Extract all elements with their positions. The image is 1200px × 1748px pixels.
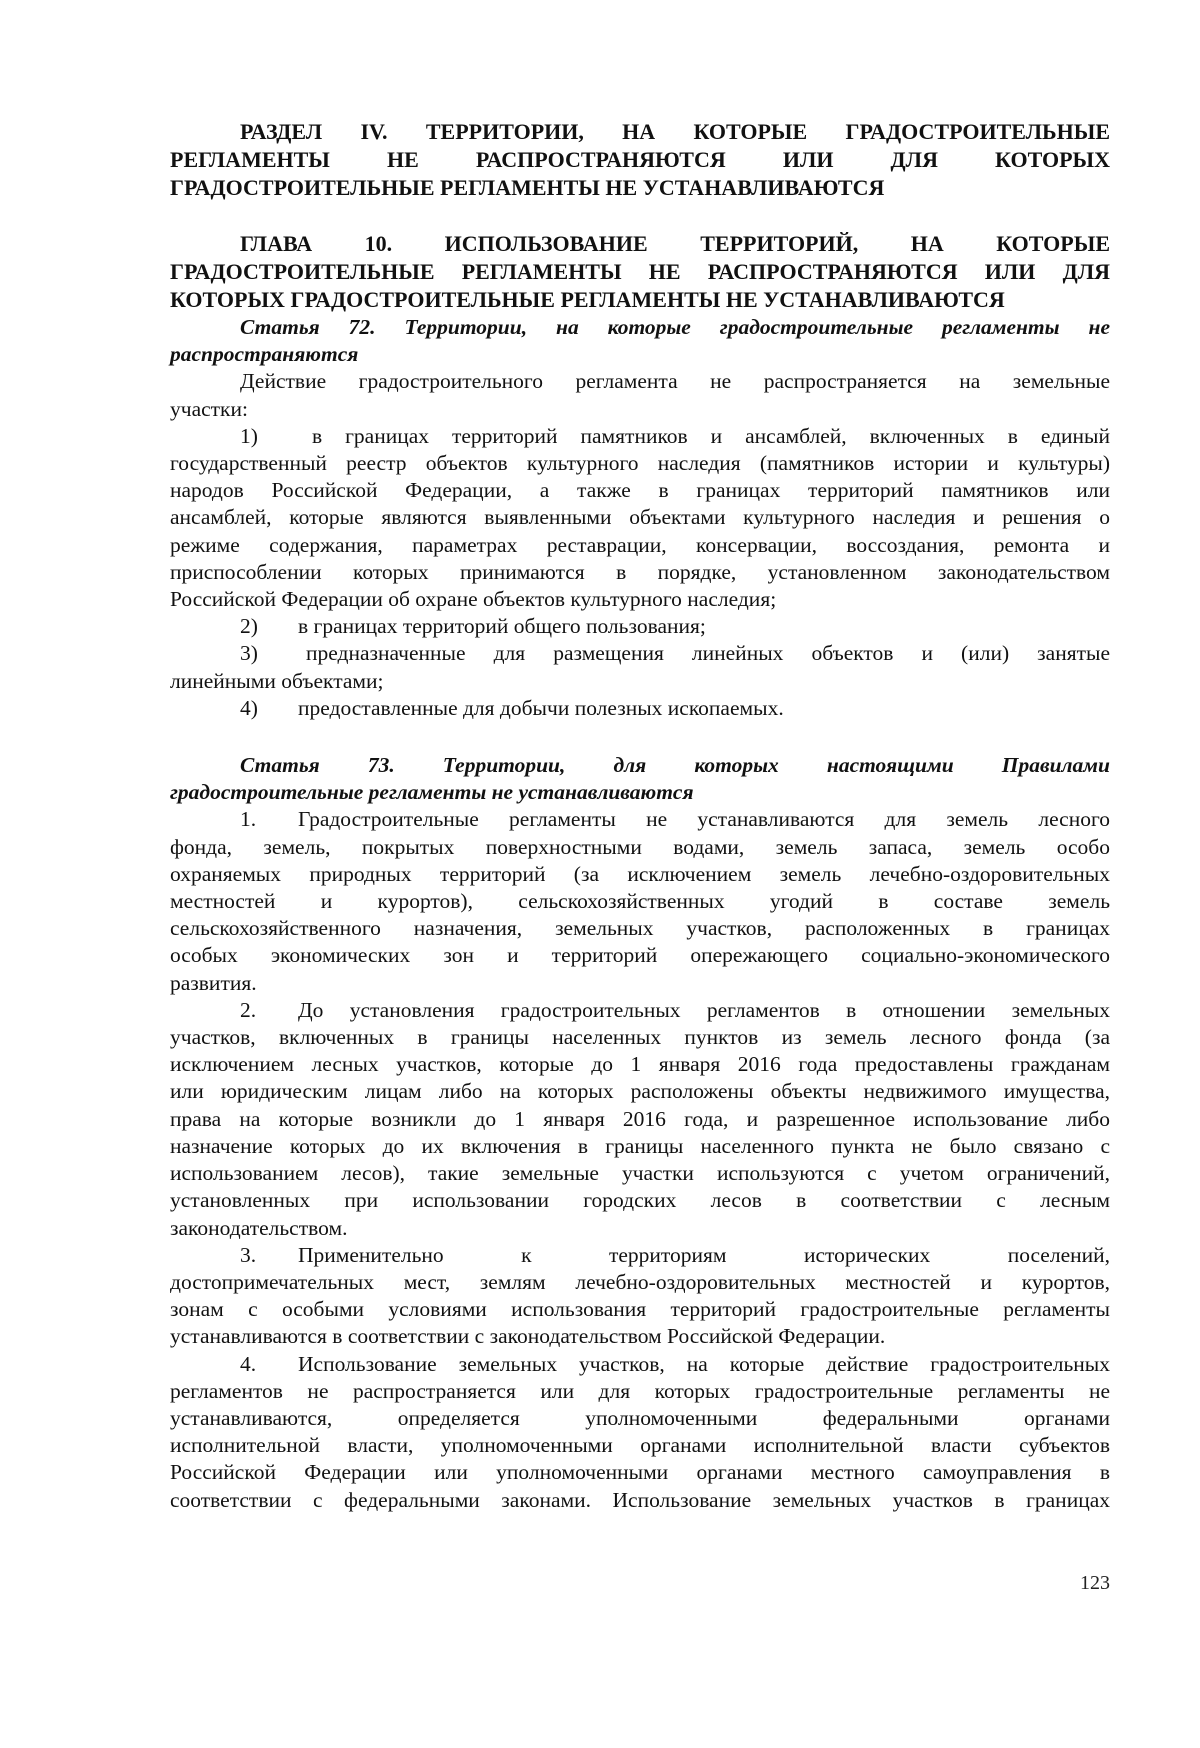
- list-item-line: [170, 695, 1110, 722]
- list-item-number: 1.: [240, 807, 257, 832]
- list-item-number: 1): [240, 423, 258, 448]
- list-item-line: законодательством.: [170, 1215, 348, 1240]
- list-item-line: местностей и курортов), сельскохозяйственных угодий в составе земель: [170, 889, 1110, 914]
- article-title-line: распространяются: [170, 342, 359, 367]
- list-item-number: 2): [240, 614, 258, 639]
- spacer: [170, 722, 1110, 752]
- list-item-line: права на которые возникли до 1 января 2016 года, и разрешенное использование либо: [170, 1106, 1110, 1131]
- chapter-heading-line: ГРАДОСТРОИТЕЛЬНЫЕ РЕГЛАМЕНТЫ НЕ РАСПРОСТРАНЯЮТСЯ ИЛИ ДЛЯ: [170, 259, 1110, 284]
- list-item-line: приспособлении которых принимаются в порядке, установленном законодательством: [170, 559, 1110, 584]
- article-73-item-2: [170, 997, 1110, 1242]
- document-page: [170, 118, 1110, 1514]
- list-item-number: 4.: [240, 1351, 257, 1376]
- list-item-line: [170, 640, 1110, 667]
- article-title-line: Статья 73. Территории, для которых настоящими Правилами: [240, 753, 1110, 778]
- list-item-line: назначение которых до их включения в границы населенного пункта не было связано с: [170, 1133, 1110, 1158]
- list-item-line: развития.: [170, 970, 257, 995]
- list-item-line: устанавливаются в соответствии с законодательством Российской Федерации.: [170, 1324, 886, 1349]
- paragraph-line: участки:: [170, 396, 248, 421]
- list-item-line: зонам с особыми условиями использования территорий градостроительные регламенты: [170, 1297, 1110, 1322]
- list-item-line: исполнительной власти, уполномоченными органами исполнительной власти субъектов: [170, 1433, 1110, 1458]
- list-item-line: [170, 997, 1110, 1024]
- list-item-text: предназначенные для размещения линейных объектов и (или) занятые: [306, 641, 1110, 666]
- article-72-item-1: [170, 423, 1110, 613]
- list-item-line: регламентов не распространяется или для которых градостроительные регламенты не: [170, 1378, 1110, 1403]
- list-item-line: [170, 613, 1110, 640]
- article-73-item-1: [170, 806, 1110, 996]
- list-item-number: 3): [240, 641, 258, 666]
- paragraph-line: Действие градостроительного регламента не распространяется на земельные: [240, 369, 1110, 394]
- list-item-line: фонда, земель, покрытых поверхностными водами, земель запаса, земель особо: [170, 834, 1110, 859]
- list-item-line: [170, 1351, 1110, 1378]
- article-73-title: [170, 752, 1110, 806]
- section-heading-line: РАЗДЕЛ IV. ТЕРРИТОРИИ, НА КОТОРЫЕ ГРАДОСТРОИТЕЛЬНЫЕ: [240, 119, 1110, 144]
- list-item-line: достопримечательных мест, землям лечебно-оздоровительных местностей и курортов,: [170, 1269, 1110, 1294]
- article-title-line: Статья 72. Территории, на которые градостроительные регламенты не: [240, 315, 1110, 339]
- list-item-line: линейными объектами;: [170, 668, 384, 693]
- article-72-title: [170, 314, 1110, 368]
- article-72-item-4: [170, 695, 1110, 722]
- list-item-line: использованием лесов), такие земельные участки используются с учетом ограничений,: [170, 1161, 1110, 1186]
- list-item-line: соответствии с федеральными законами. Использование земельных участков в границах: [170, 1487, 1110, 1512]
- article-72-intro: [170, 368, 1110, 422]
- list-item-line: Российской Федерации об охране объектов культурного наследия;: [170, 587, 777, 612]
- chapter-heading: [170, 230, 1110, 314]
- article-73-item-3: [170, 1242, 1110, 1351]
- list-item-text: предоставленные для добычи полезных ископаемых.: [298, 695, 784, 720]
- list-item-line: устанавливаются, определяется уполномоченными федеральными органами: [170, 1405, 1110, 1430]
- page-number: 123: [1080, 1572, 1110, 1594]
- article-72-item-3: [170, 640, 1110, 694]
- list-item-text: До установления градостроительных регламентов в отношении земельных: [298, 997, 1110, 1022]
- section-heading-line: ГРАДОСТРОИТЕЛЬНЫЕ РЕГЛАМЕНТЫ НЕ УСТАНАВЛИВАЮТСЯ: [170, 175, 885, 200]
- article-title-line: градостроительные регламенты не устанавливаются: [170, 780, 694, 805]
- list-item-line: ансамблей, которые являются выявленными объектами культурного наследия и решения о: [170, 505, 1110, 530]
- list-item-line: охраняемых природных территорий (за исключением земель лечебно-оздоровительных: [170, 861, 1110, 886]
- list-item-line: участков, включенных в границы населенных пунктов из земель лесного фонда (за: [170, 1025, 1110, 1050]
- list-item-line: особых экономических зон и территорий опережающего социально-экономического: [170, 943, 1110, 968]
- list-item-line: или юридическим лицам либо на которых расположены объекты недвижимого имущества,: [170, 1079, 1110, 1104]
- list-item-number: 2.: [240, 997, 257, 1022]
- list-item-line: [170, 1242, 1110, 1269]
- list-item-line: установленных при использовании городских лесов в соответствии с лесным: [170, 1188, 1110, 1213]
- section-heading: [170, 118, 1110, 202]
- article-73-item-4: [170, 1351, 1110, 1514]
- list-item-line: государственный реестр объектов культурного наследия (памятников истории и культуры): [170, 451, 1110, 476]
- article-72-item-2: [170, 613, 1110, 640]
- list-item-line: [170, 423, 1110, 450]
- list-item-text: Применительно к территориям исторических поселений,: [298, 1242, 1110, 1267]
- list-item-line: [170, 806, 1110, 833]
- list-item-line: режиме содержания, параметрах реставрации, консервации, воссоздания, ремонта и: [170, 532, 1110, 557]
- list-item-text: Использование земельных участков, на которые действие градостроительных: [298, 1351, 1110, 1376]
- list-item-line: Российской Федерации или уполномоченными органами местного самоуправления в: [170, 1460, 1110, 1485]
- chapter-heading-line: КОТОРЫХ ГРАДОСТРОИТЕЛЬНЫЕ РЕГЛАМЕНТЫ НЕ УСТАНАВЛИВАЮТСЯ: [170, 287, 1005, 312]
- list-item-line: исключением лесных участков, которые до 1 января 2016 года предоставлены гражданам: [170, 1052, 1110, 1077]
- list-item-line: сельскохозяйственного назначения, земельных участков, расположенных в границах: [170, 916, 1110, 941]
- list-item-line: народов Российской Федерации, а также в границах территорий памятников или: [170, 478, 1110, 503]
- list-item-text: в границах территорий общего пользования;: [298, 614, 706, 639]
- list-item-number: 3.: [240, 1242, 257, 1267]
- list-item-text: Градостроительные регламенты не устанавливаются для земель лесного: [298, 807, 1110, 832]
- list-item-text: в границах территорий памятников и ансамблей, включенных в единый: [312, 423, 1110, 448]
- list-item-number: 4): [240, 695, 258, 720]
- chapter-heading-line: ГЛАВА 10. ИСПОЛЬЗОВАНИЕ ТЕРРИТОРИЙ, НА КОТОРЫЕ: [240, 231, 1110, 256]
- section-heading-line: РЕГЛАМЕНТЫ НЕ РАСПРОСТРАНЯЮТСЯ ИЛИ ДЛЯ КОТОРЫХ: [170, 147, 1110, 172]
